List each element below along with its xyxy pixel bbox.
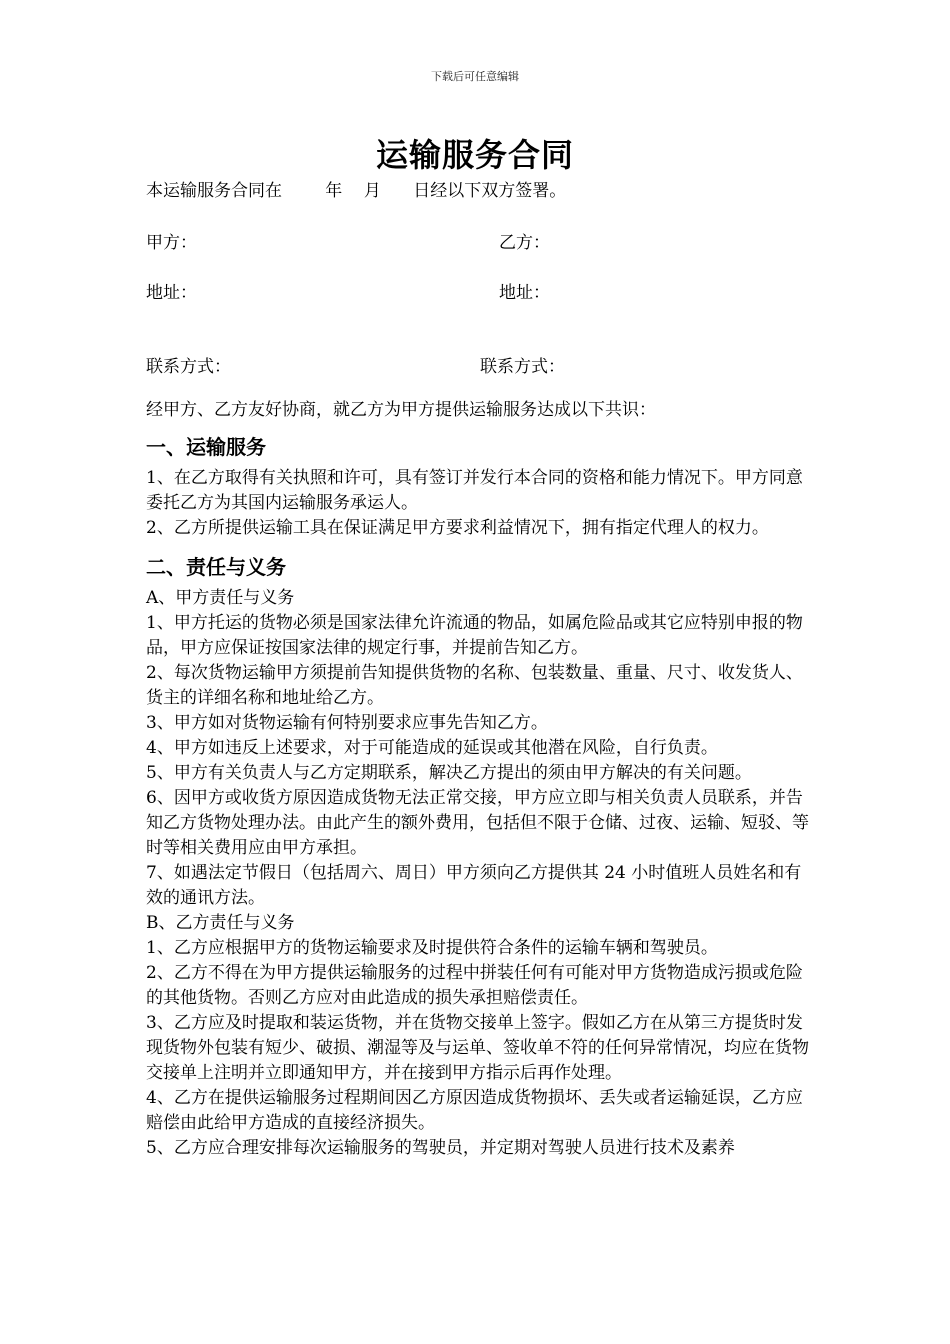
party-b-duty-item: 4、乙方在提供运输服务过程期间因乙方原因造成货物损坏、丢失或者运输延误，乙方应赔偿由此给甲方造成的直接经济损失。 — [146, 1088, 803, 1133]
contact-b-label: 联系方式： — [480, 357, 565, 377]
sub-heading-a: A、甲方责任与义务 — [146, 588, 295, 608]
party-a-duty-item: 6、因甲方或收货方原因造成货物无法正常交接，甲方应立即与相关负责人员联系，并告知乙方货物处理办法。由此产生的额外费用，包括但不限于仓储、过夜、运输、短驳、等时等相关费用应由甲方承担。 — [146, 788, 809, 858]
contract-body — [146, 398, 818, 1161]
party-b-duty-item: 2、乙方不得在为甲方提供运输服务的过程中拼装任何有可能对甲方货物造成污损或危险的其他货物。否则乙方应对由此造成的损失承担赔偿责任。 — [146, 963, 803, 1008]
party-a-label: 甲方： — [146, 233, 197, 253]
party-a-duty-item: 4、甲方如违反上述要求，对于可能造成的延误或其他潜在风险，自行负责。 — [146, 738, 718, 758]
party-a-duty-item: 7、如遇法定节假日（包括周六、周日）甲方须向乙方提供其 24 小时值班人员姓名和有效的通讯方法。 — [146, 863, 802, 908]
section-1-heading: 一、运输服务 — [146, 435, 266, 459]
document-title: 运输服务合同 — [375, 136, 574, 174]
section-1-item: 1、在乙方取得有关执照和许可，具有签订并发行本合同的资格和能力情况下。甲方同意委托乙方为其国内运输服务承运人。 — [146, 468, 803, 513]
intro-line: 本运输服务合同在 年 月 日经以下双方签署。 — [146, 181, 567, 201]
party-b-duty-item: 3、乙方应及时提取和装运货物，并在货物交接单上签字。假如乙方在从第三方提货时发现货物外包装有短少、破损、潮湿等及与运单、签收单不符的任何异常情况，均应在货物交接单上注明并立即通知甲方，并在接到甲方指示后再作处理。 — [146, 1013, 809, 1083]
contact-a-label: 联系方式： — [146, 357, 231, 377]
party-a-duty-item: 2、每次货物运输甲方须提前告知提供货物的名称、包装数量、重量、尺寸、收发货人、货主的详细名称和地址给乙方。 — [146, 663, 803, 708]
party-b-label: 乙方： — [499, 233, 550, 253]
party-a-duty-item: 3、甲方如对货物运输有何特别要求应事先告知乙方。 — [146, 713, 548, 733]
section-2-heading: 二、责任与义务 — [146, 555, 286, 579]
party-a-duty-item: 1、甲方托运的货物必须是国家法律允许流通的物品，如属危险品或其它应特别申报的物品，甲方应保证按国家法律的规定行事，并提前告知乙方。 — [146, 613, 803, 658]
party-b-duty-item: 1、乙方应根据甲方的货物运输要求及时提供符合条件的运输车辆和驾驶员。 — [146, 938, 718, 958]
party-b-duty-item: 5、乙方应合理安排每次运输服务的驾驶员，并定期对驾驶人员进行技术及素养 — [146, 1138, 735, 1158]
party-a-duty-item: 5、甲方有关负责人与乙方定期联系，解决乙方提出的须由甲方解决的有关问题。 — [146, 763, 752, 783]
address-a-label: 地址： — [146, 283, 197, 303]
sub-heading-b: B、乙方责任与义务 — [146, 913, 295, 933]
section-1-item: 2、乙方所提供运输工具在保证满足甲方要求利益情况下，拥有指定代理人的权力。 — [146, 518, 769, 538]
agreement-statement: 经甲方、乙方友好协商，就乙方为甲方提供运输服务达成以下共识： — [146, 400, 656, 420]
address-b-label: 地址： — [499, 283, 550, 303]
page-header: 下载后可任意编辑 — [431, 70, 519, 83]
